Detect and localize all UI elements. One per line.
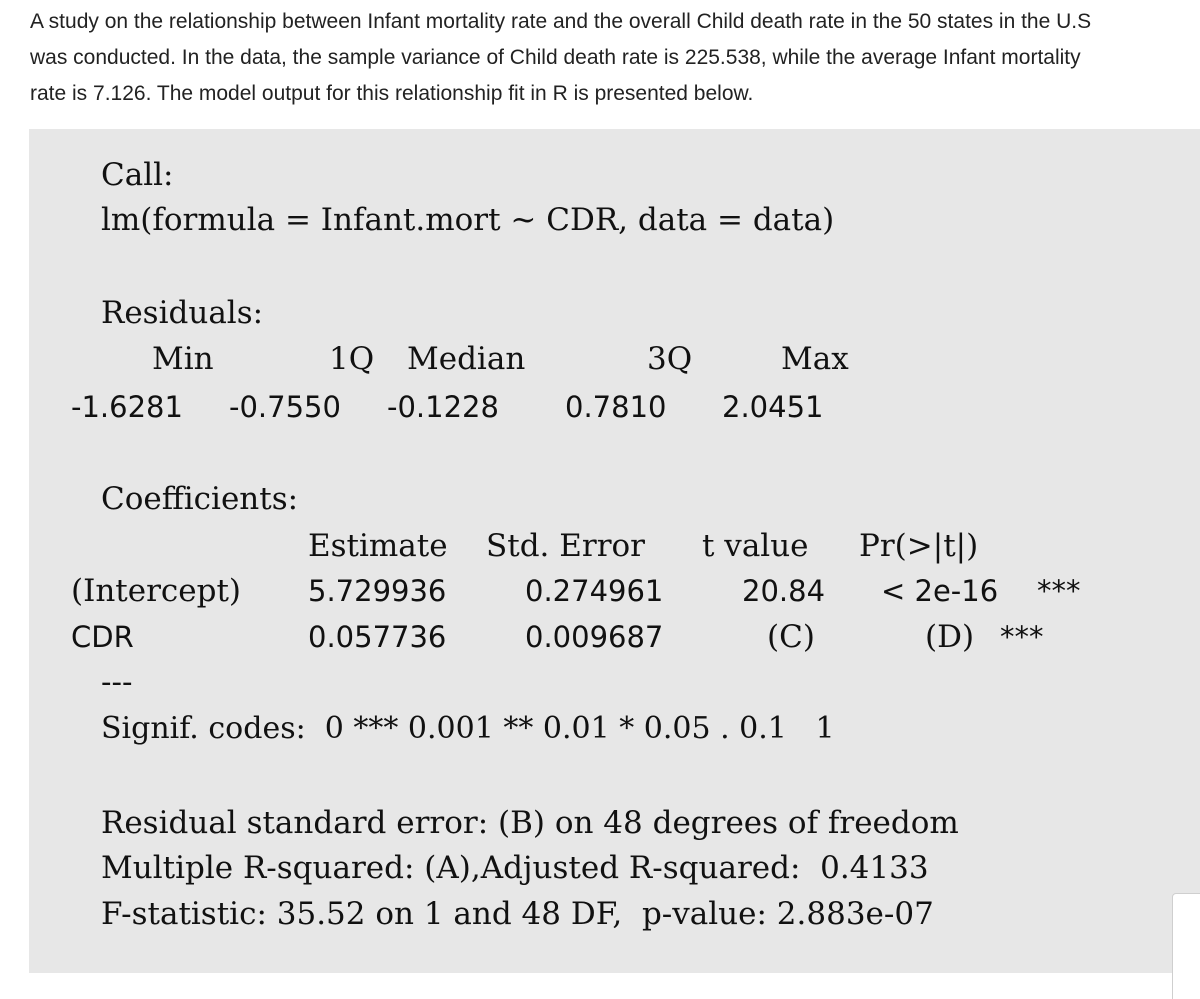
- residual-value-max: 2.0451: [722, 390, 824, 424]
- problem-statement-line-2: was conducted. In the data, the sample variance of Child death rate is 225.538, while the average Infant mortality: [30, 46, 1081, 69]
- coef-header-t-value: t value: [702, 528, 809, 564]
- residual-value-min: -1.6281: [71, 390, 183, 424]
- residual-header-min: Min: [152, 341, 214, 377]
- call-label: Call:: [101, 157, 174, 193]
- coefficients-label: Coefficients:: [101, 481, 299, 517]
- problem-statement-line-3: rate is 7.126. The model output for this relationship fit in R is presented below.: [30, 82, 754, 105]
- residual-value-median: -0.1228: [387, 390, 499, 424]
- coef-term-intercept: (Intercept): [71, 573, 242, 609]
- coef-header-p-value: Pr(>|t|): [859, 528, 979, 564]
- residual-header-3q: 3Q: [647, 341, 693, 377]
- coef-t-value-cdr: (C): [767, 619, 815, 655]
- r-squared-line: Multiple R-squared: (A),Adjusted R-squared: 0.4133: [101, 850, 929, 886]
- problem-statement-line-1: A study on the relationship between Infant mortality rate and the overall Child death rate in the 50 states in the U.S: [30, 10, 1092, 33]
- coef-stars-intercept: ***: [1037, 574, 1081, 608]
- coef-std-error-intercept: 0.274961: [525, 574, 664, 608]
- coef-stars-cdr: ***: [1000, 620, 1044, 654]
- partial-side-widget: [1172, 893, 1200, 999]
- residual-header-median: Median: [407, 341, 526, 377]
- r-model-output-panel: [29, 129, 1200, 973]
- separator-line: ---: [101, 664, 133, 700]
- coef-estimate-intercept: 5.729936: [308, 574, 447, 608]
- coef-p-value-cdr: (D): [925, 619, 975, 655]
- coef-header-estimate: Estimate: [308, 528, 448, 564]
- coef-term-cdr: CDR: [71, 620, 134, 654]
- coef-estimate-cdr: 0.057736: [308, 620, 447, 654]
- coef-header-std-error: Std. Error: [486, 528, 645, 564]
- residual-value-1q: -0.7550: [229, 390, 341, 424]
- coef-p-value-intercept: < 2e-16: [881, 574, 999, 608]
- residual-header-1q: 1Q: [329, 341, 375, 377]
- call-formula: lm(formula = Infant.mort ~ CDR, data = data): [101, 202, 835, 238]
- coef-std-error-cdr: 0.009687: [525, 620, 664, 654]
- problem-statement: [30, 4, 1195, 112]
- coef-t-value-intercept: 20.84: [742, 574, 826, 608]
- signif-codes: Signif. codes: 0 *** 0.001 ** 0.01 * 0.05 . 0.1 1: [101, 711, 835, 746]
- residual-value-3q: 0.7810: [565, 390, 667, 424]
- residual-header-max: Max: [781, 341, 849, 377]
- residuals-label: Residuals:: [101, 295, 264, 331]
- residual-standard-error: Residual standard error: (B) on 48 degrees of freedom: [101, 805, 959, 841]
- f-statistic-line: F-statistic: 35.52 on 1 and 48 DF, p-value: 2.883e-07: [101, 896, 934, 932]
